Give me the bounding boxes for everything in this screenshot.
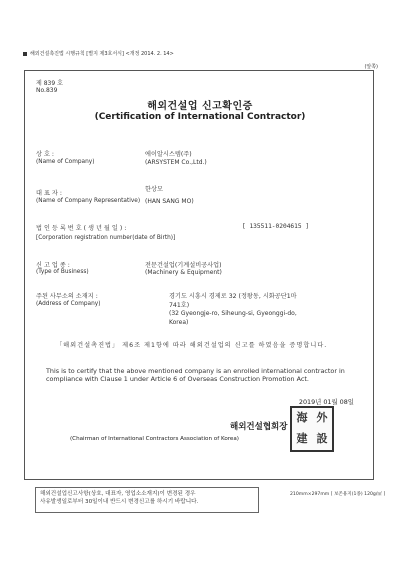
signer-title-ko: 해외건설협회장	[230, 422, 288, 432]
business-label-en: (Type of Business)	[36, 269, 89, 275]
certificate-number-ko: 제 839 호	[36, 80, 63, 87]
change-notice-line1: 해외건설업신고사항(상호, 대표자, 영업소소재지)이 변경된 경우	[40, 491, 196, 497]
statement-ko: 「해외건설촉진법」 제6조 제1항에 따라 해외건설업의 신고를 하였음을 증명합니다.	[56, 342, 328, 349]
page-title: 해외건설업 신고확인증	[147, 101, 253, 112]
registration-value: [ 135511-0204615 ]	[242, 223, 310, 230]
seal-char: 設	[316, 432, 328, 445]
seal-char: 建	[296, 432, 308, 445]
representative-value-en: (HAN SANG MO)	[145, 198, 194, 205]
company-label-ko: 상 호 :	[36, 151, 54, 158]
certificate-number-en: No.839	[36, 87, 58, 94]
seal-char: 海	[296, 411, 308, 424]
address-label-en: (Address of Company)	[36, 301, 101, 307]
law-reference: 해외건설촉진법 시행규칙 [별지 제3호서식] <개정 2014. 2. 14>	[23, 50, 174, 57]
address-value-en-line2: Korea)	[169, 319, 189, 326]
official-seal	[290, 406, 334, 452]
page-label: (앞쪽)	[364, 64, 378, 70]
representative-label-en: (Name of Company Representative)	[36, 198, 141, 204]
square-bullet-icon	[23, 52, 27, 56]
registration-label-en: [Corporation registration number(date of Birth)]	[36, 235, 176, 241]
registration-label-ko: 법 인 등 록 번 호 ( 생 년 월 일 ) :	[36, 225, 127, 232]
address-label-ko: 주된 사무소의 소재지 :	[36, 293, 98, 300]
representative-label-ko: 대 표 자 :	[36, 190, 62, 197]
address-value-en-line1: (32 Gyeongje-ro, Siheung-si, Gyeonggi-do,	[169, 310, 297, 317]
company-value-ko: 에이알시스템(주)	[145, 151, 192, 158]
representative-value-ko: 한상모	[145, 186, 163, 193]
page-subtitle: (Certification of International Contractor)	[94, 112, 306, 122]
business-value-ko: 전문건설업(기계설비공사업)	[145, 262, 222, 269]
business-label-ko: 신 고 업 종 :	[36, 262, 70, 269]
change-notice-line2: 사유발생일로부터 30일이내 반드시 변경신고를 하시기 바랍니다.	[40, 499, 199, 505]
address-value-ko-line2: 741호)	[169, 302, 190, 309]
paper-spec: 210mm×297mm [ 보존용지(1종) 120g/㎡ ]	[290, 492, 386, 497]
address-value-ko-line1: 경기도 시흥시 경제로 32 (정왕동, 시화공단1마	[169, 293, 297, 300]
seal-char: 外	[316, 411, 328, 424]
statement-en: This is to certify that the above mentioned company is an enrolled international contractor in compliance with Clause 1 under Article 6 of Overseas Construction Promotion Act.	[46, 367, 345, 384]
issue-date: 2019년 01월 08일	[298, 398, 354, 406]
signer-title-en: (Chairman of International Contractors Association of Korea)	[70, 436, 239, 442]
business-value-en: (Machinery & Equipment)	[145, 269, 222, 276]
company-value-en: (ARSYSTEM Co.,Ltd.)	[145, 159, 207, 166]
company-label-en: (Name of Company)	[36, 159, 95, 165]
change-notice-box	[35, 487, 259, 513]
